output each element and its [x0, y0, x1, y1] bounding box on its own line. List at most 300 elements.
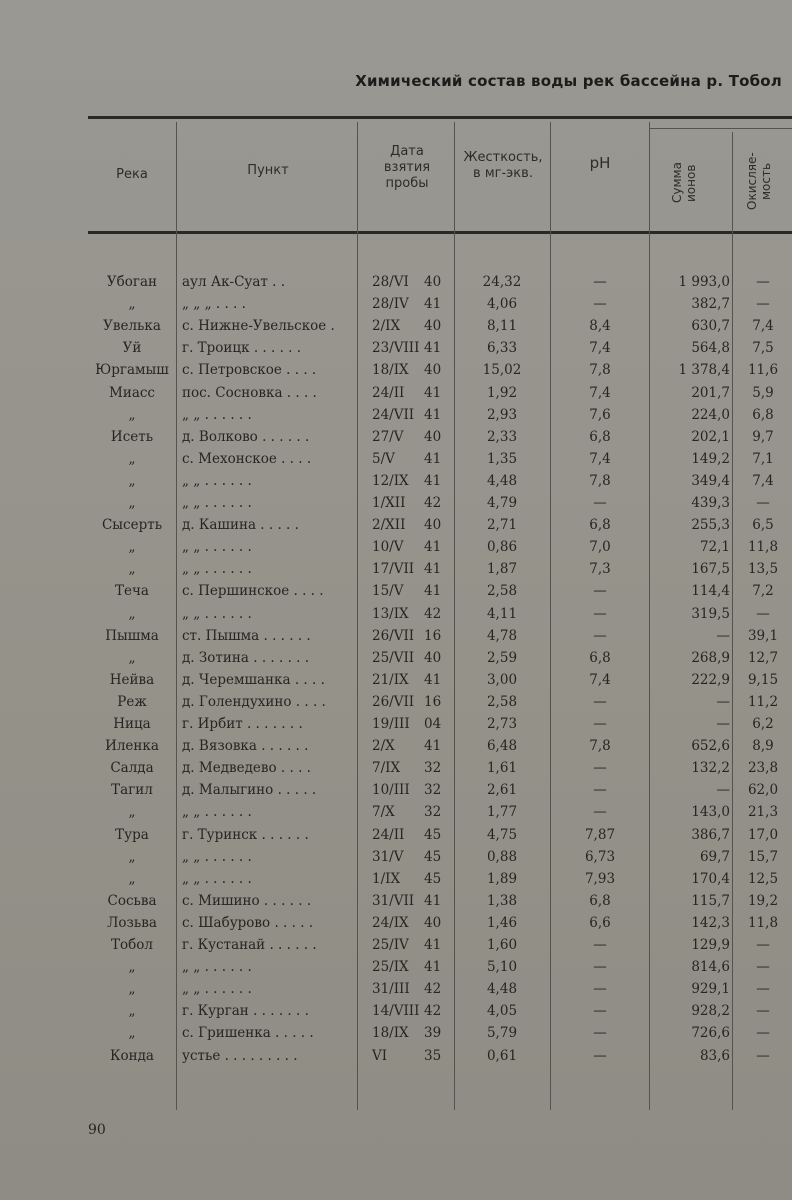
date-year: 41: [424, 539, 442, 556]
header-date: Дата взятия пробы: [383, 144, 431, 191]
date-day-month: 5/V: [372, 450, 395, 467]
sum-ions-cell: 202,1: [691, 428, 730, 445]
table-row: [0, 561, 792, 584]
oxidizability-cell: —: [756, 1025, 770, 1042]
location-cell: д. Черемшанка . . . .: [182, 671, 325, 688]
sum-ions-cell: 201,7: [691, 384, 730, 401]
date-year: 41: [424, 583, 442, 600]
hardness-cell: 4,79: [486, 495, 518, 511]
oxidizability-cell: 11,8: [747, 539, 779, 556]
river-cell: Теча: [115, 583, 149, 600]
date-day-month: 17/VII: [372, 561, 415, 578]
sum-ions-cell: 630,7: [691, 318, 730, 335]
hardness-cell: 2,61: [486, 782, 518, 799]
ph-cell: —: [593, 959, 607, 976]
ph-cell: 6,8: [589, 892, 611, 909]
location-cell: г. Курган . . . . . . .: [182, 1003, 309, 1020]
date-day-month: 15/V: [372, 583, 404, 600]
sum-ions-cell: 224,0: [691, 406, 730, 423]
sum-ions-cell: 439,3: [691, 495, 730, 511]
location-cell: „ „ . . . . . .: [182, 959, 252, 976]
hardness-cell: 2,59: [486, 649, 518, 666]
sum-ions-cell: 255,3: [691, 517, 730, 534]
sum-ions-cell: 1 993,0: [678, 274, 730, 290]
location-cell: „ „ . . . . . .: [182, 804, 252, 821]
date-year: 41: [424, 340, 442, 357]
river-cell: Конда: [110, 1047, 154, 1064]
hardness-cell: 1,35: [486, 450, 518, 467]
ph-cell: 7,6: [589, 406, 611, 423]
hardness-cell: 0,86: [486, 539, 518, 556]
location-cell: „ „ . . . . . .: [182, 981, 252, 998]
oxidizability-cell: —: [756, 296, 770, 313]
table-row: [0, 429, 792, 452]
ph-cell: 7,8: [589, 738, 611, 755]
date-year: 41: [424, 472, 442, 489]
date-year: 40: [424, 649, 442, 666]
location-cell: „ „ . . . . . .: [182, 561, 252, 578]
date-day-month: 23/VIII: [372, 340, 420, 357]
river-cell: „: [128, 561, 136, 578]
location-cell: „ „ . . . . . .: [182, 848, 252, 865]
table-row: [0, 804, 792, 827]
sum-ions-cell: —: [716, 627, 730, 644]
table-row: [0, 517, 792, 540]
sum-ions-cell: 928,2: [691, 1003, 730, 1020]
hardness-cell: 4,05: [486, 1003, 518, 1020]
date-year: 40: [424, 274, 442, 290]
ph-cell: 6,6: [589, 914, 611, 931]
ph-cell: 7,8: [589, 362, 611, 379]
table-row: [0, 694, 792, 717]
sum-ions-cell: 149,2: [691, 450, 730, 467]
hardness-cell: 8,11: [486, 318, 518, 335]
location-cell: „ „ . . . . . .: [182, 472, 252, 489]
date-year: 41: [424, 738, 442, 755]
sum-ions-cell: 319,5: [691, 605, 730, 622]
location-cell: д. Вязовка . . . . . .: [182, 738, 309, 755]
sum-ions-cell: 72,1: [699, 539, 730, 556]
river-cell: „: [128, 870, 136, 887]
location-cell: г. Троицк . . . . . .: [182, 340, 302, 357]
date-day-month: 2/XII: [372, 517, 406, 534]
hardness-cell: 3,00: [486, 671, 518, 688]
table-row: [0, 385, 792, 408]
location-cell: д. Голендухино . . . .: [182, 693, 326, 710]
table-row: [0, 362, 792, 385]
date-year: 42: [424, 605, 442, 622]
ph-cell: 7,4: [589, 450, 611, 467]
sum-ions-cell: 1 378,4: [678, 362, 730, 379]
date-day-month: 24/VII: [372, 406, 415, 423]
location-cell: д. Зотина . . . . . . .: [182, 649, 310, 666]
hardness-cell: 1,77: [486, 804, 518, 821]
oxidizability-cell: 17,0: [747, 826, 779, 843]
oxidizability-cell: —: [756, 1047, 770, 1064]
date-year: 32: [424, 804, 442, 821]
hardness-cell: 2,58: [486, 693, 518, 710]
ph-cell: 6,8: [589, 428, 611, 445]
oxidizability-cell: 62,0: [747, 782, 779, 799]
river-cell: Убоган: [106, 274, 158, 290]
river-cell: „: [128, 804, 136, 821]
ph-cell: —: [593, 605, 607, 622]
header-sum-ions: Сумма ионов: [670, 162, 698, 204]
location-cell: с. Першинское . . . .: [182, 583, 324, 600]
table-row: [0, 937, 792, 960]
sum-ions-cell: 69,7: [699, 848, 730, 865]
location-cell: „ „ . . . . . .: [182, 406, 252, 423]
date-day-month: 7/X: [372, 804, 395, 821]
oxidizability-cell: —: [756, 959, 770, 976]
ph-cell: —: [593, 760, 607, 777]
date-year: 41: [424, 937, 442, 953]
hardness-cell: 6,48: [486, 738, 518, 755]
sum-ions-cell: 652,6: [691, 738, 730, 755]
sum-ions-cell: 167,5: [691, 561, 730, 578]
location-cell: с. Нижне-Увельское .: [182, 318, 335, 335]
river-cell: Лозьва: [107, 914, 157, 931]
sum-ions-cell: 114,4: [691, 583, 730, 600]
date-day-month: 18/IX: [372, 362, 409, 379]
hardness-cell: 2,93: [486, 406, 518, 423]
ph-cell: —: [593, 937, 607, 953]
hardness-cell: 1,38: [486, 892, 518, 909]
date-day-month: 26/VII: [372, 627, 415, 644]
header-hardness: Жесткость, в мг-экв.: [463, 150, 543, 181]
oxidizability-cell: 7,4: [752, 318, 774, 335]
date-year: 42: [424, 1003, 442, 1020]
hardness-cell: 2,73: [486, 716, 518, 732]
date-day-month: 2/IX: [372, 318, 401, 335]
ph-cell: —: [593, 716, 607, 732]
oxidizability-cell: —: [756, 1003, 770, 1020]
river-cell: Тагил: [111, 782, 153, 799]
river-cell: Миасс: [109, 384, 155, 401]
location-cell: д. Медведево . . . .: [182, 760, 311, 777]
date-day-month: 24/II: [372, 826, 405, 843]
date-day-month: 28/VI: [372, 274, 409, 290]
ph-cell: 7,0: [589, 539, 611, 556]
oxidizability-cell: 9,15: [747, 671, 779, 688]
table-row: [0, 650, 792, 673]
sum-ions-cell: —: [716, 716, 730, 732]
date-day-month: 1/IX: [372, 870, 401, 887]
oxidizability-cell: 9,7: [752, 428, 774, 445]
table-row: [0, 1025, 792, 1048]
table-row: [0, 583, 792, 606]
oxidizability-cell: 7,5: [752, 340, 774, 357]
date-year: 41: [424, 384, 442, 401]
oxidizability-cell: 11,8: [747, 914, 779, 931]
river-cell: Иленка: [105, 738, 159, 755]
hardness-cell: 4,75: [486, 826, 518, 843]
date-year: 40: [424, 428, 442, 445]
river-cell: „: [128, 1025, 136, 1042]
location-cell: устье . . . . . . . . .: [182, 1047, 298, 1064]
sum-ions-cell: —: [716, 693, 730, 710]
table-row: [0, 915, 792, 938]
oxidizability-cell: 11,2: [747, 693, 779, 710]
hardness-cell: 5,10: [486, 959, 518, 976]
table-row: [0, 606, 792, 629]
oxidizability-cell: 6,8: [752, 406, 774, 423]
hardness-cell: 4,06: [486, 296, 518, 313]
river-cell: „: [128, 848, 136, 865]
header-bottom-rule: [88, 231, 792, 234]
ph-cell: —: [593, 693, 607, 710]
oxidizability-cell: 5,9: [752, 384, 774, 401]
table-row: [0, 849, 792, 872]
hardness-cell: 15,02: [482, 362, 522, 379]
table-row: [0, 827, 792, 850]
ph-cell: 8,4: [589, 318, 611, 335]
date-year: 41: [424, 406, 442, 423]
date-day-month: 27/V: [372, 428, 404, 445]
sum-ions-cell: 386,7: [691, 826, 730, 843]
sum-ions-cell: 170,4: [691, 870, 730, 887]
river-cell: „: [128, 959, 136, 976]
hardness-cell: 4,78: [486, 627, 518, 644]
river-cell: „: [128, 981, 136, 998]
ph-cell: —: [593, 583, 607, 600]
oxidizability-cell: —: [756, 937, 770, 953]
date-day-month: 31/V: [372, 848, 404, 865]
date-year: 41: [424, 892, 442, 909]
table-title: Химический состав воды рек бассейна р. Тобол: [355, 72, 782, 90]
table-row: [0, 760, 792, 783]
date-year: 40: [424, 517, 442, 534]
oxidizability-cell: 15,7: [747, 848, 779, 865]
oxidizability-cell: 11,6: [747, 362, 779, 379]
date-day-month: 24/IX: [372, 914, 409, 931]
date-day-month: 7/IX: [372, 760, 401, 777]
sum-ions-cell: 726,6: [691, 1025, 730, 1042]
location-cell: пос. Сосновка . . . .: [182, 384, 317, 401]
header-ph: pH: [589, 154, 611, 172]
sum-ions-cell: 132,2: [691, 760, 730, 777]
oxidizability-cell: 13,5: [747, 561, 779, 578]
sum-ions-cell: 929,1: [691, 981, 730, 998]
oxidizability-cell: —: [756, 274, 770, 290]
sum-ions-cell: —: [716, 782, 730, 799]
location-cell: „ „ . . . . . .: [182, 539, 252, 556]
date-day-month: 21/IX: [372, 671, 409, 688]
river-cell: Уй: [122, 340, 142, 357]
river-cell: „: [128, 649, 136, 666]
hardness-cell: 5,79: [486, 1025, 518, 1042]
date-year: 40: [424, 914, 442, 931]
ph-cell: 7,3: [589, 561, 611, 578]
hardness-cell: 1,46: [486, 914, 518, 931]
table-row: [0, 318, 792, 341]
location-cell: г. Туринск . . . . . .: [182, 826, 309, 843]
date-year: 42: [424, 495, 442, 511]
date-day-month: 26/VII: [372, 693, 415, 710]
river-cell: Увелька: [103, 318, 161, 335]
hardness-cell: 1,60: [486, 937, 518, 953]
location-cell: с. Петровское . . . .: [182, 362, 317, 379]
river-cell: Юргамыш: [95, 362, 169, 379]
ph-cell: —: [593, 296, 607, 313]
river-cell: Исеть: [110, 428, 154, 445]
sum-ions-cell: 115,7: [691, 892, 730, 909]
table-row: [0, 1003, 792, 1026]
sum-ions-cell: 143,0: [691, 804, 730, 821]
river-cell: „: [128, 495, 136, 511]
ph-cell: —: [593, 627, 607, 644]
hardness-cell: 0,88: [486, 848, 518, 865]
oxidizability-cell: 23,8: [747, 760, 779, 777]
table-row: [0, 539, 792, 562]
sum-ions-cell: 222,9: [691, 671, 730, 688]
hardness-cell: 1,89: [486, 870, 518, 887]
location-cell: ст. Пышма . . . . . .: [182, 627, 311, 644]
hardness-cell: 4,48: [486, 472, 518, 489]
location-cell: „ „ . . . . . .: [182, 495, 252, 511]
sum-ions-cell: 349,4: [691, 472, 730, 489]
location-cell: г. Ирбит . . . . . . .: [182, 716, 303, 732]
oxidizability-cell: 6,2: [752, 716, 774, 732]
date-day-month: 1/XII: [372, 495, 406, 511]
table-row: [0, 451, 792, 474]
river-cell: „: [128, 406, 136, 423]
river-cell: Ница: [113, 716, 151, 732]
ph-cell: 7,4: [589, 384, 611, 401]
date-year: 32: [424, 760, 442, 777]
ph-cell: 7,8: [589, 472, 611, 489]
table-row: [0, 959, 792, 982]
river-cell: „: [128, 472, 136, 489]
river-cell: Реж: [117, 693, 147, 710]
date-day-month: 28/IV: [372, 296, 409, 313]
oxidizability-cell: 21,3: [747, 804, 779, 821]
river-cell: Тура: [115, 826, 149, 843]
table-row: [0, 407, 792, 430]
location-cell: г. Кустанай . . . . . .: [182, 937, 317, 953]
table-row: [0, 340, 792, 363]
hardness-cell: 4,11: [486, 605, 518, 622]
river-cell: Нейва: [109, 671, 155, 688]
oxidizability-cell: —: [756, 981, 770, 998]
river-cell: Тобол: [111, 937, 153, 953]
hardness-cell: 24,32: [482, 274, 522, 290]
oxidizability-cell: 7,1: [752, 450, 774, 467]
ph-cell: —: [593, 1003, 607, 1020]
date-day-month: VI: [372, 1047, 388, 1064]
hardness-cell: 2,33: [486, 428, 518, 445]
sum-ions-cell: 382,7: [691, 296, 730, 313]
ph-cell: —: [593, 274, 607, 290]
hardness-cell: 1,92: [486, 384, 518, 401]
date-day-month: 13/IX: [372, 605, 409, 622]
hardness-cell: 6,33: [486, 340, 518, 357]
oxidizability-cell: —: [756, 605, 770, 622]
sum-ions-cell: 814,6: [691, 959, 730, 976]
oxidizability-cell: 39,1: [747, 627, 779, 644]
sum-ions-cell: 564,8: [691, 340, 730, 357]
date-year: 45: [424, 826, 442, 843]
oxidizability-cell: 19,2: [747, 892, 779, 909]
ph-cell: 7,87: [584, 826, 616, 843]
location-cell: д. Кашина . . . . .: [182, 517, 299, 534]
table-row: [0, 1048, 792, 1071]
date-day-month: 19/III: [372, 716, 410, 732]
page-number: 90: [88, 1122, 106, 1138]
river-cell: Пышма: [105, 627, 159, 644]
oxidizability-cell: 12,5: [747, 870, 779, 887]
group-header-rule: [650, 128, 792, 129]
table-row: [0, 628, 792, 651]
date-year: 42: [424, 981, 442, 998]
date-day-month: 25/VII: [372, 649, 415, 666]
river-cell: Сосьва: [107, 892, 157, 909]
header-river: Река: [116, 167, 148, 182]
oxidizability-cell: 7,4: [752, 472, 774, 489]
date-day-month: 10/V: [372, 539, 404, 556]
ph-cell: 6,73: [584, 848, 616, 865]
table-row: [0, 296, 792, 319]
oxidizability-cell: 6,5: [752, 517, 774, 534]
date-year: 41: [424, 959, 442, 976]
date-day-month: 2/X: [372, 738, 395, 755]
date-year: 41: [424, 561, 442, 578]
date-year: 40: [424, 362, 442, 379]
ph-cell: —: [593, 981, 607, 998]
date-year: 41: [424, 450, 442, 467]
date-year: 40: [424, 318, 442, 335]
river-cell: „: [128, 450, 136, 467]
ph-cell: —: [593, 804, 607, 821]
ph-cell: 7,4: [589, 671, 611, 688]
hardness-cell: 4,48: [486, 981, 518, 998]
date-year: 04: [424, 716, 442, 732]
hardness-cell: 2,71: [486, 517, 518, 534]
sum-ions-cell: 129,9: [691, 937, 730, 953]
ph-cell: 7,93: [584, 870, 616, 887]
table-row: [0, 893, 792, 916]
header-oxidizability: Окисляе- мость: [745, 152, 773, 210]
location-cell: аул Ак-Суат . .: [182, 274, 286, 290]
ph-cell: 7,4: [589, 340, 611, 357]
location-cell: с. Мишино . . . . . .: [182, 892, 312, 909]
date-day-month: 31/VII: [372, 892, 415, 909]
river-cell: „: [128, 605, 136, 622]
hardness-cell: 1,61: [486, 760, 518, 777]
table-row: [0, 495, 792, 518]
date-year: 16: [424, 693, 442, 710]
oxidizability-cell: 12,7: [747, 649, 779, 666]
location-cell: с. Шабурово . . . . .: [182, 914, 314, 931]
oxidizability-cell: 8,9: [752, 738, 774, 755]
table-row: [0, 716, 792, 739]
sum-ions-cell: 83,6: [699, 1047, 730, 1064]
location-cell: д. Волково . . . . . .: [182, 428, 310, 445]
header-top-rule: [88, 116, 792, 119]
location-cell: с. Мехонское . . . .: [182, 450, 312, 467]
table-row: [0, 782, 792, 805]
date-day-month: 25/IV: [372, 937, 409, 953]
date-day-month: 24/II: [372, 384, 405, 401]
oxidizability-cell: —: [756, 495, 770, 511]
ph-cell: 6,8: [589, 517, 611, 534]
date-day-month: 31/III: [372, 981, 410, 998]
ph-cell: 6,8: [589, 649, 611, 666]
ph-cell: —: [593, 495, 607, 511]
table-row: [0, 274, 792, 297]
table-row: [0, 981, 792, 1004]
river-cell: „: [128, 1003, 136, 1020]
